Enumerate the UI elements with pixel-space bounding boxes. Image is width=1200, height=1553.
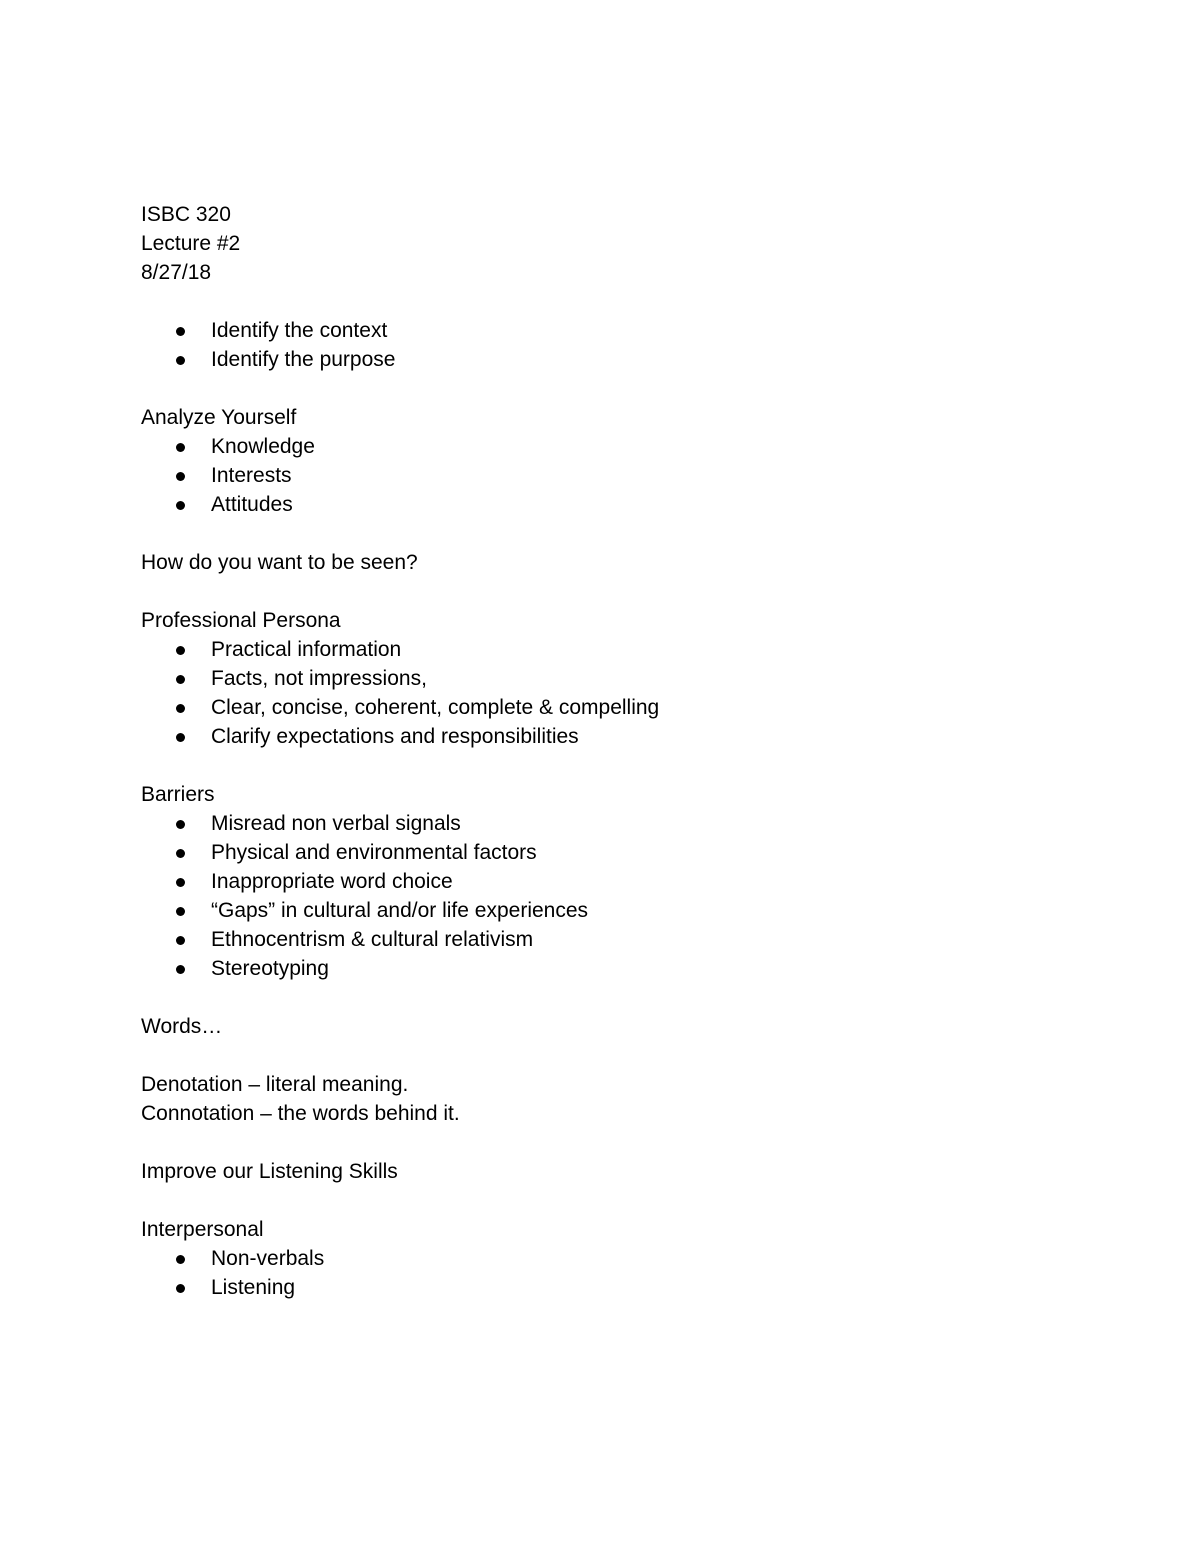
bullet-icon	[176, 849, 185, 858]
list-item-text: Practical information	[211, 638, 402, 661]
list-item-text: Identify the purpose	[211, 348, 396, 371]
bullet-icon	[176, 907, 185, 916]
bullet-icon	[176, 936, 185, 945]
bullet-icon	[176, 733, 185, 742]
bullet-icon	[176, 1255, 185, 1264]
list-item	[141, 345, 1121, 374]
lecture-date: 8/27/18	[141, 261, 212, 284]
list-item	[141, 867, 1121, 896]
list-item-text: Stereotyping	[211, 957, 329, 980]
section-heading-analyze: Analyze Yourself	[141, 406, 297, 429]
connotation-line: Connotation – the words behind it.	[141, 1102, 460, 1125]
list-item	[141, 722, 1121, 751]
analyze-list	[141, 432, 1121, 519]
list-item-text: Ethnocentrism & cultural relativism	[211, 928, 534, 951]
bullet-icon	[176, 878, 185, 887]
list-item	[141, 838, 1121, 867]
spacer	[141, 1041, 1121, 1070]
list-item	[141, 316, 1121, 345]
bullet-icon	[176, 675, 185, 684]
section-heading-barriers: Barriers	[141, 783, 215, 806]
list-item	[141, 432, 1121, 461]
list-item-text: Attitudes	[211, 493, 293, 516]
spacer	[141, 519, 1121, 548]
persona-list	[141, 635, 1121, 751]
list-item	[141, 1244, 1121, 1273]
spacer	[141, 1128, 1121, 1157]
course-title: ISBC 320	[141, 203, 231, 226]
list-item	[141, 490, 1121, 519]
bullet-icon	[176, 327, 185, 336]
bullet-icon	[176, 646, 185, 655]
bullet-icon	[176, 1284, 185, 1293]
barriers-list	[141, 809, 1121, 983]
spacer	[141, 1186, 1121, 1215]
listening-skills-line: Improve our Listening Skills	[141, 1160, 398, 1183]
list-item	[141, 809, 1121, 838]
list-item-text: Knowledge	[211, 435, 315, 458]
intro-list	[141, 316, 1121, 374]
list-item-text: Clarify expectations and responsibilities	[211, 725, 579, 748]
list-item-text: Clear, concise, coherent, complete & compelling	[211, 696, 660, 719]
bullet-icon	[176, 501, 185, 510]
lecture-number: Lecture #2	[141, 232, 241, 255]
list-item	[141, 1273, 1121, 1302]
list-item-text: Identify the context	[211, 319, 388, 342]
bullet-icon	[176, 820, 185, 829]
spacer	[141, 577, 1121, 606]
spacer	[141, 983, 1121, 1012]
list-item	[141, 693, 1121, 722]
list-item	[141, 635, 1121, 664]
list-item-text: Physical and environmental factors	[211, 841, 537, 864]
list-item	[141, 896, 1121, 925]
list-item-text: Facts, not impressions,	[211, 667, 427, 690]
list-item-text: Listening	[211, 1276, 296, 1299]
denotation-line: Denotation – literal meaning.	[141, 1073, 409, 1096]
list-item	[141, 664, 1121, 693]
bullet-icon	[176, 704, 185, 713]
bullet-icon	[176, 965, 185, 974]
spacer	[141, 374, 1121, 403]
list-item-text: “Gaps” in cultural and/or life experiences	[211, 899, 589, 922]
section-heading-persona: Professional Persona	[141, 609, 341, 632]
list-item-text: Interests	[211, 464, 292, 487]
words-line: Words…	[141, 1015, 223, 1038]
bullet-icon	[176, 356, 185, 365]
interpersonal-list	[141, 1244, 1121, 1302]
list-item	[141, 954, 1121, 983]
list-item	[141, 925, 1121, 954]
spacer	[141, 287, 1121, 316]
document-page	[141, 200, 1121, 1302]
list-item-text: Inappropriate word choice	[211, 870, 453, 893]
bullet-icon	[176, 472, 185, 481]
list-item	[141, 461, 1121, 490]
list-item-text: Misread non verbal signals	[211, 812, 461, 835]
question-line: How do you want to be seen?	[141, 551, 418, 574]
list-item-text: Non-verbals	[211, 1247, 325, 1270]
bullet-icon	[176, 443, 185, 452]
spacer	[141, 751, 1121, 780]
section-heading-interpersonal: Interpersonal	[141, 1218, 264, 1241]
